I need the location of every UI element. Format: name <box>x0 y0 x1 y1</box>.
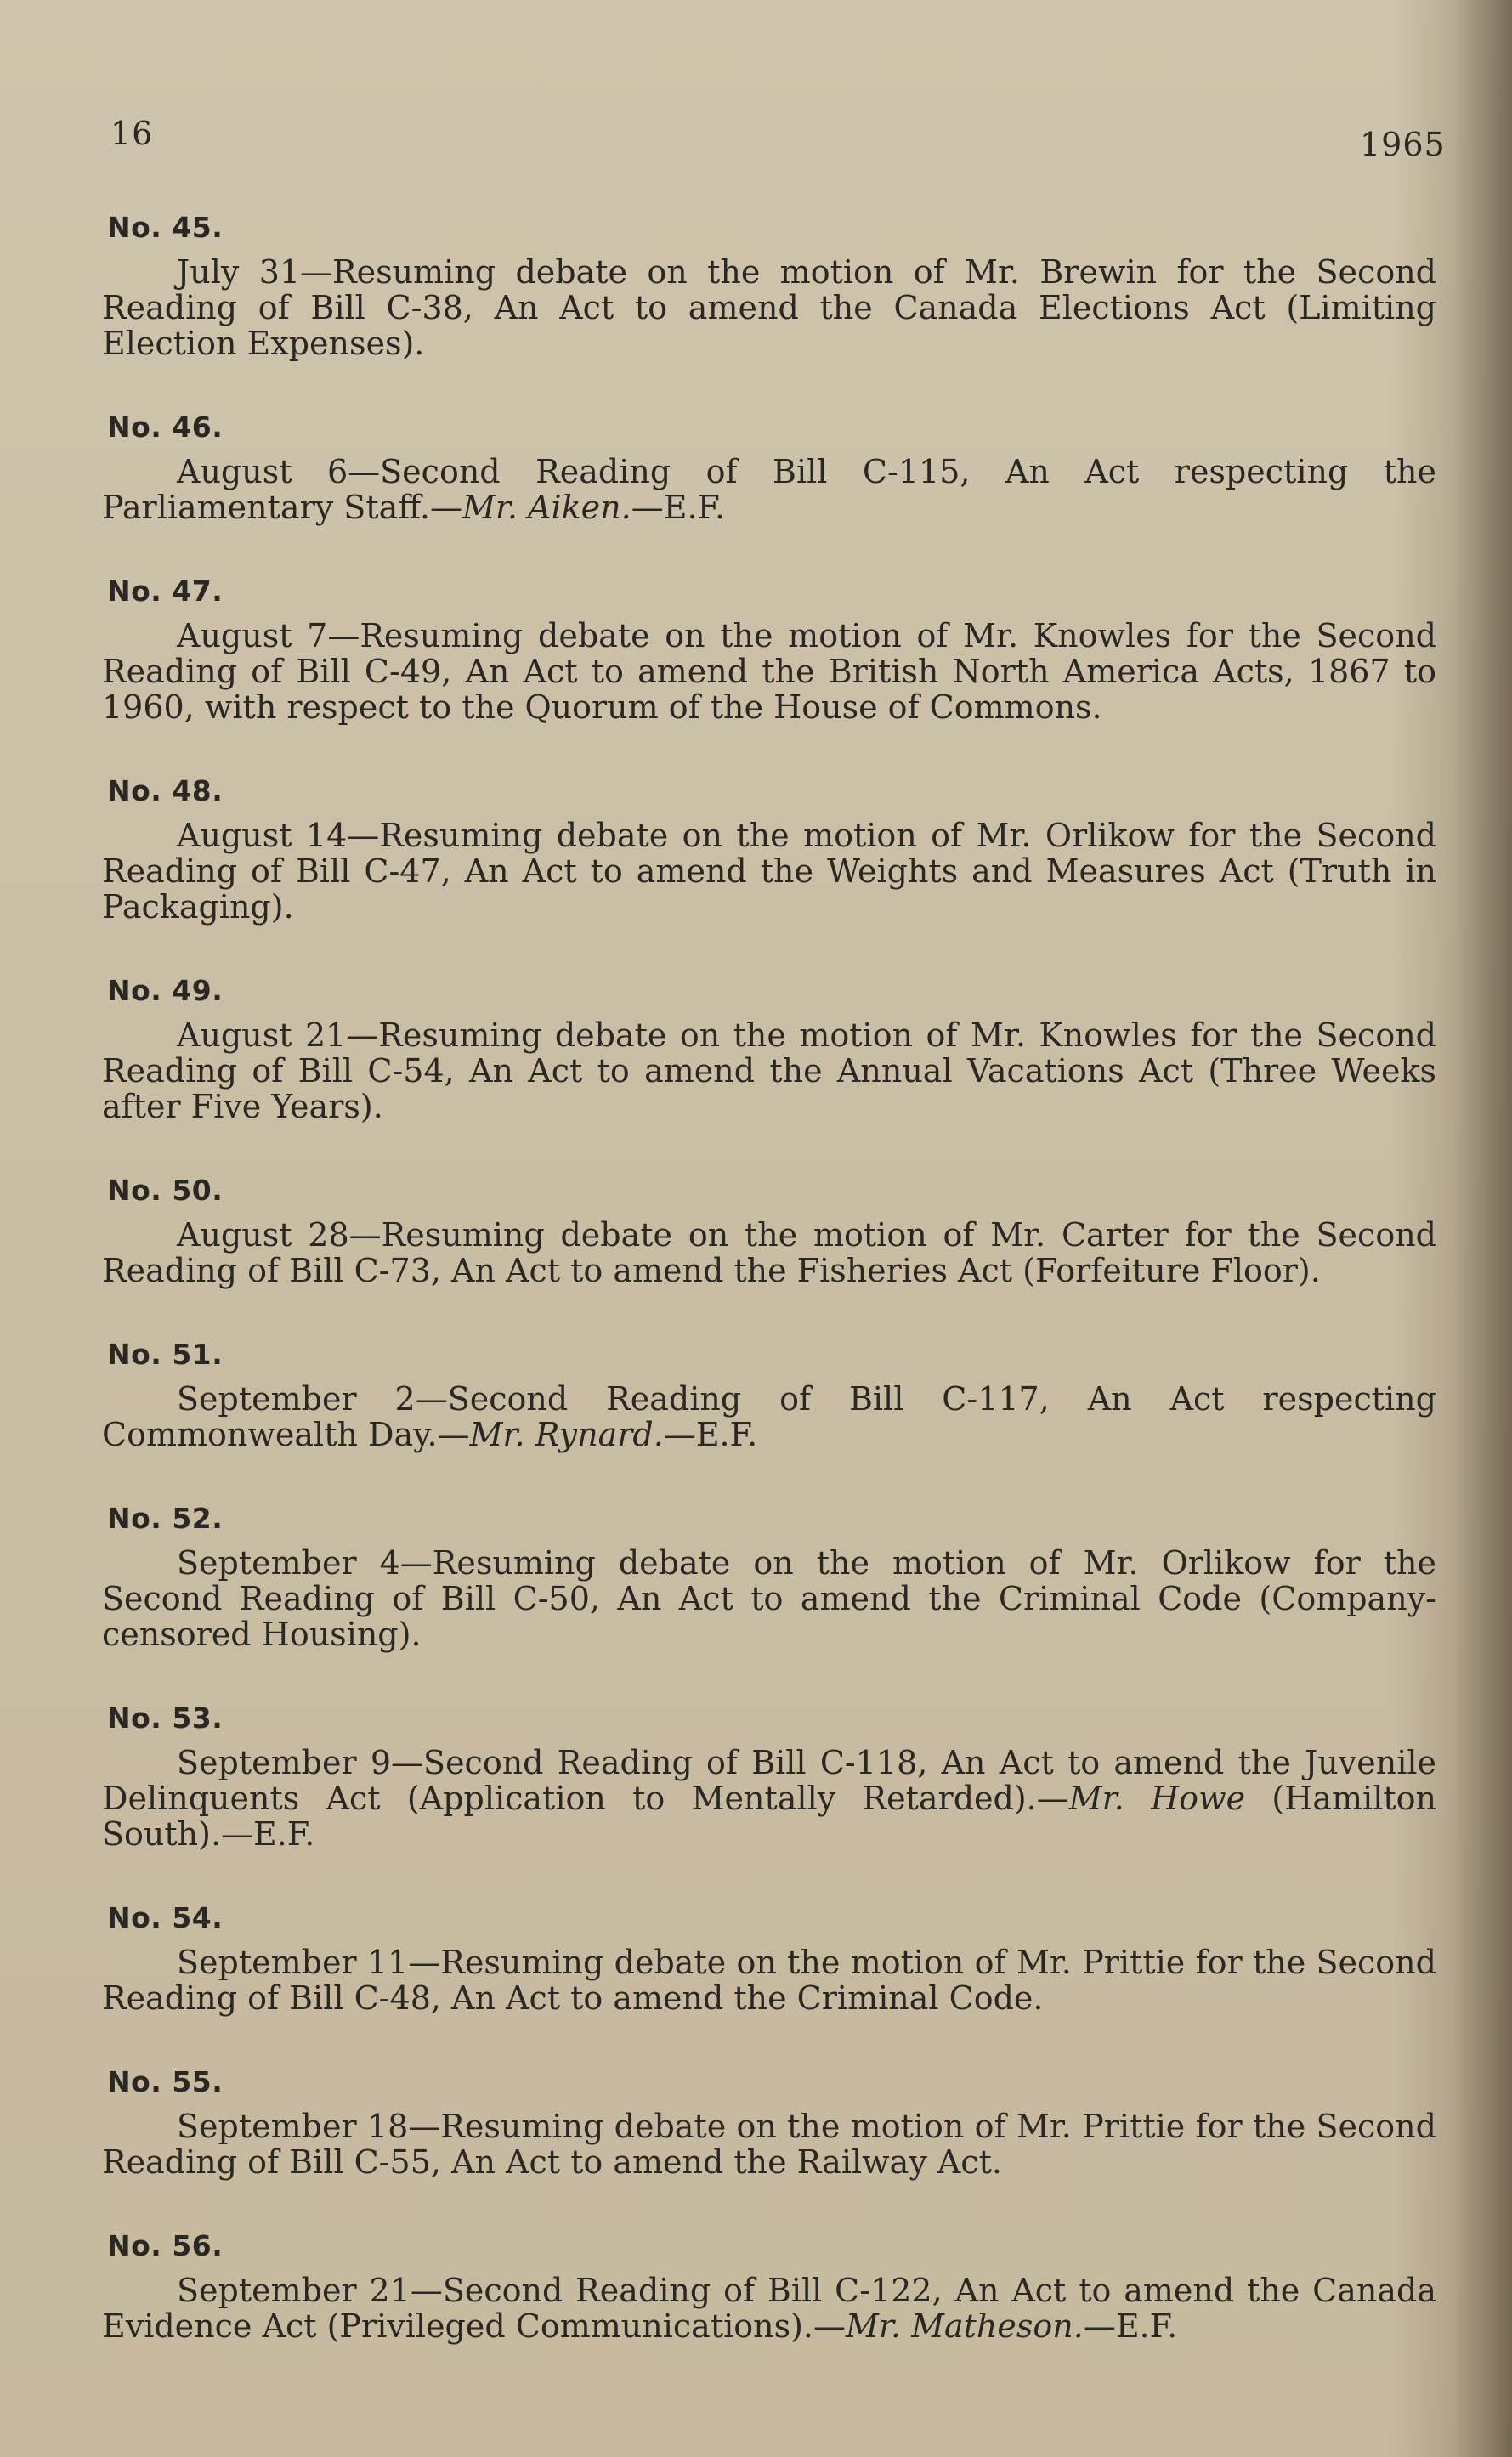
entry-text <box>102 254 1436 361</box>
entry-body: September 21—Second Reading of Bill C-122, An Act to amend the Canada Evidence Act (Privileged Communications).— <box>102 2272 1436 2345</box>
entry-text <box>102 1017 1436 1124</box>
entry-text <box>102 818 1436 925</box>
entry-suffix: —E.F. <box>663 1416 758 1453</box>
entry-body: September 18—Resuming debate on the motion of Mr. Prittie for the Second Reading of Bill C-55, An Act to amend the Railway Act. <box>102 2108 1436 2181</box>
entry-48 <box>102 774 1436 925</box>
entry-52 <box>102 1502 1436 1652</box>
entry-body: August 7—Resuming debate on the motion of Mr. Knowles for the Second Reading of Bill C-49, An Act to amend the British North America Acts, 1867 to 1960, with respect to the Quorum of the House of Commons. <box>102 617 1436 726</box>
entry-number: No. 47. <box>107 575 224 608</box>
entry-number: No. 50. <box>107 1174 224 1207</box>
entry-45 <box>102 211 1436 361</box>
entry-text <box>102 1945 1436 2016</box>
entry-text <box>102 1217 1436 1288</box>
entry-text <box>102 454 1436 525</box>
entry-body: September 9—Second Reading of Bill C-118, An Act to amend the Juvenile Delinquents Act (Application to Mentally Retarded).— <box>102 1744 1436 1817</box>
entry-text <box>102 2109 1436 2180</box>
entry-56 <box>102 2229 1436 2344</box>
entry-text <box>102 1545 1436 1652</box>
entry-number: No. 56. <box>107 2229 224 2262</box>
entry-number: No. 45. <box>107 211 224 244</box>
entry-55 <box>102 2065 1436 2180</box>
entry-number: No. 46. <box>107 410 224 444</box>
member-name: Mr. Howe <box>1068 1780 1246 1817</box>
entry-body: September 2—Second Reading of Bill C-117, An Act respecting Commonwealth Day.— <box>102 1380 1436 1453</box>
entry-51 <box>102 1338 1436 1452</box>
entry-suffix: (Hamilton South).—E.F. <box>102 1780 1436 1853</box>
entry-53 <box>102 1701 1436 1852</box>
member-name: Mr. Matheson. <box>846 2307 1084 2345</box>
entry-number: No. 54. <box>107 1901 224 1934</box>
entry-46 <box>102 410 1436 525</box>
page-number: 16 <box>110 115 154 152</box>
entry-number: No. 53. <box>107 1701 224 1735</box>
member-name: Mr. Rynard. <box>469 1416 664 1453</box>
entry-text <box>102 1745 1436 1852</box>
entry-47 <box>102 575 1436 725</box>
entry-suffix: —E.F. <box>1083 2307 1178 2345</box>
entry-number: No. 55. <box>107 2065 224 2098</box>
entry-body: August 6—Second Reading of Bill C-115, An Act respecting the Parliamentary Staff.— <box>102 453 1436 526</box>
entry-text <box>102 618 1436 725</box>
entry-54 <box>102 1901 1436 2016</box>
order-paper-entries <box>102 211 1436 2393</box>
entry-number: No. 49. <box>107 974 224 1007</box>
entry-body: August 21—Resuming debate on the motion of Mr. Knowles for the Second Reading of Bill C-54, An Act to amend the Annual Vacations Act (Three Weeks after Five Years). <box>102 1016 1436 1125</box>
entry-text <box>102 1381 1436 1452</box>
entry-number: No. 52. <box>107 1502 224 1535</box>
entry-49 <box>102 974 1436 1124</box>
entry-number: No. 48. <box>107 774 224 807</box>
entry-body: August 28—Resuming debate on the motion of Mr. Carter for the Second Reading of Bill C-73, An Act to amend the Fisheries Act (Forfeiture Floor). <box>102 1216 1436 1289</box>
entry-body: September 11—Resuming debate on the motion of Mr. Prittie for the Second Reading of Bill C-48, An Act to amend the Criminal Code. <box>102 1944 1436 2017</box>
entry-body: August 14—Resuming debate on the motion of Mr. Orlikow for the Second Reading of Bill C-47, An Act to amend the Weights and Measures Act (Truth in Packaging). <box>102 817 1436 926</box>
entry-50 <box>102 1174 1436 1288</box>
page-year: 1965 <box>1360 126 1446 163</box>
entry-suffix: —E.F. <box>631 489 726 526</box>
entry-text <box>102 2273 1436 2344</box>
entry-body: September 4—Resuming debate on the motion of Mr. Orlikow for the Second Reading of Bill C-50, An Act to amend the Criminal Code (Company-censored Housing). <box>102 1544 1436 1653</box>
entry-number: No. 51. <box>107 1338 224 1371</box>
entry-body: July 31—Resuming debate on the motion of Mr. Brewin for the Second Reading of Bill C-38, An Act to amend the Canada Elections Act (Limiting Election Expenses). <box>102 253 1436 362</box>
member-name: Mr. Aiken. <box>462 489 631 526</box>
